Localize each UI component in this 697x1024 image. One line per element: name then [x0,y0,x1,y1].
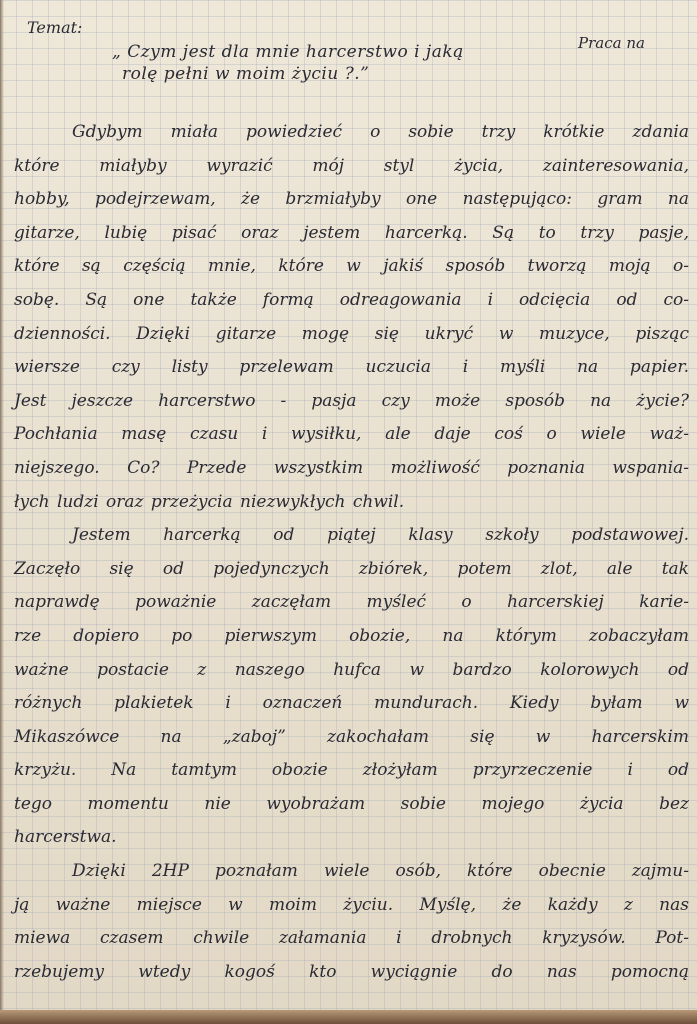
text-line: ją ważne miejsce w moim życiu. Myślę, że każdy z nas [14,894,689,915]
text-line: hobby, podejrzewam, że brzmiałyby one następująco: gram na [14,189,689,210]
text-line: wiersze czy listy przelewam uczucia i myśli na papier. [14,357,689,378]
text-line: krzyżu. Na tamtym obozie złożyłam przyrzeczenie i od [14,760,689,781]
text-line: gitarze, lubię pisać oraz jestem harcerką. Są to trzy pasje, [14,222,689,243]
page-bottom-edge [0,1010,697,1024]
essay-title-line-1: „ Czym jest dla mnie harcerstwo i jaką [112,42,464,62]
essay-body [14,116,689,989]
text-line: Jest jeszcze harcerstwo - pasja czy może sposób na życie? [14,390,689,411]
essay-title-line-2: rolę pełni w moim życiu ?.” [122,64,370,84]
corner-label: Praca na [578,34,645,52]
text-line: rzebujemy wtedy kogoś kto wyciągnie do nas pomocną [14,961,689,982]
text-line: które miałyby wyrazić mój styl życia, zainteresowania, [14,155,689,176]
text-line: ważne postacie z naszego hufca w bardzo kolorowych od [14,659,689,680]
text-line: Gdybym miała powiedzieć o sobie trzy krótkie zdania [72,122,689,142]
text-line: sobę. Są one także formą odreagowania i odcięcia od co- [14,289,689,310]
text-line: harcerstwa. [14,827,117,848]
text-line: niejszego. Co? Przede wszystkim możliwość poznania wspania- [14,457,689,478]
topic-label: Temat: [27,18,83,37]
text-line: Dzięki 2HP poznałam wiele osób, które obecnie zajmu- [72,861,689,882]
text-line: dzienności. Dzięki gitarze mogę się ukryć w muzyce, pisząc [14,323,689,344]
text-line: naprawdę poważnie zaczęłam myśleć o harcerskiej karie- [14,592,689,613]
text-line: Zaczęło się od pojedynczych zbiórek, potem zlot, ale tak [14,558,689,579]
text-line: Jestem harcerką od piątej klasy szkoły podstawowej. [72,525,689,546]
text-line: łych ludzi oraz przeżycia niezwykłych chwil. [14,491,405,512]
text-line: różnych plakietek i oznaczeń mundurach. Kiedy byłam w [14,693,689,714]
text-line: Mikaszówce na „zaboj” zakochałam się w harcerskim [14,726,689,747]
page-left-shadow [0,0,4,1024]
text-line: Pochłania masę czasu i wysiłku, ale daje coś o wiele waż- [14,424,689,445]
text-line: rze dopiero po pierwszym obozie, na którym zobaczyłam [14,625,689,646]
text-line: tego momentu nie wyobrażam sobie mojego życia bez [14,793,689,814]
text-line: które są częścią mnie, które w jakiś sposób tworzą moją o- [14,256,689,277]
text-line: miewa czasem chwile załamania i drobnych kryzysów. Pot- [14,928,689,949]
